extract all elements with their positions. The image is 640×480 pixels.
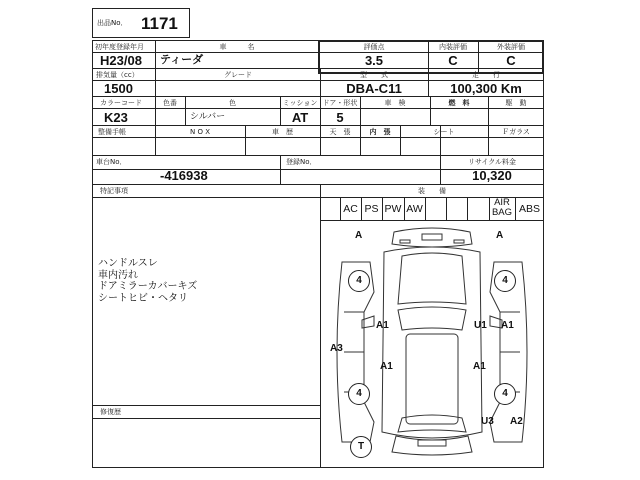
tire-rear-left-grade: 4 <box>348 383 370 405</box>
equip-pw: PW <box>384 203 402 215</box>
value-recycle: 10,320 <box>472 168 512 183</box>
hood-outline <box>398 253 466 304</box>
vline <box>425 197 426 220</box>
remark-line: ハンドルスレ <box>98 258 158 269</box>
hline <box>92 418 320 419</box>
label-fuel: 燃 料 <box>448 99 470 107</box>
value-score: 3.5 <box>364 53 384 68</box>
equip-ps: PS <box>364 203 379 215</box>
mark-door-rear-right: A1 <box>473 361 486 372</box>
label-color: 色 <box>229 99 236 107</box>
label-repair-history: 修復歴 <box>100 408 121 416</box>
body-outline <box>382 247 482 438</box>
label-reg-no: 登録No． <box>286 158 317 166</box>
label-f-glass: Ｆガラス <box>502 128 530 136</box>
mark-front-right: A <box>496 230 504 241</box>
equip-airbag-line2: BAG <box>491 207 513 218</box>
mark-door-rear-left: A1 <box>380 361 393 372</box>
label-mileage: 走 行 <box>472 71 500 79</box>
label-equipment: 装 備 <box>418 187 446 195</box>
label-color-no: 色番 <box>163 99 177 107</box>
label-recycle: リサイクル料金 <box>467 158 517 166</box>
hline <box>92 197 544 198</box>
hline <box>92 96 544 97</box>
listing-number: 1171 <box>141 14 178 33</box>
hline <box>92 108 544 109</box>
label-exterior-grade: 外装評価 <box>497 43 525 51</box>
label-transmission: ミッション <box>282 99 318 107</box>
value-interior-grade: C <box>448 53 458 68</box>
vline <box>446 197 447 220</box>
label-seat: シート <box>433 128 455 136</box>
label-doors: ドア・形状 <box>322 99 358 107</box>
listing-label: 出品No． <box>97 19 128 27</box>
mark-side-left: A3 <box>330 343 343 354</box>
label-grade: グレード <box>224 71 252 79</box>
equip-airbag-line1: AIR <box>494 197 510 208</box>
value-car-name: ティーダ <box>160 54 204 66</box>
tire-front-left-grade: 4 <box>348 270 370 292</box>
label-model: 型 式 <box>360 71 388 79</box>
label-manual: 整備手帳 <box>98 128 126 136</box>
value-exterior-grade: C <box>506 53 516 68</box>
value-model: DBA-C11 <box>346 81 402 96</box>
value-chassis-no: -416938 <box>160 168 208 183</box>
mark-front-left: A <box>355 230 363 241</box>
label-sunroof: 天 張 <box>329 128 351 136</box>
label-history: 車 歴 <box>272 128 293 136</box>
value-displacement: 1500 <box>104 81 133 96</box>
vline <box>467 197 468 220</box>
front-bumper-outline <box>392 228 472 247</box>
value-doors: 5 <box>336 110 344 125</box>
windshield-outline <box>398 307 466 330</box>
remark-line: ドアミラーカバーキズ <box>98 281 198 292</box>
hline <box>92 137 544 138</box>
label-remarks: 特記事項 <box>100 187 128 195</box>
mark-rear-a: A2 <box>510 416 523 427</box>
label-interior-upholstery: 内 張 <box>369 128 391 136</box>
label-color-code: カラーコード <box>100 99 142 107</box>
hline <box>92 405 320 406</box>
equip-abs: ABS <box>518 203 540 215</box>
value-transmission: AT <box>291 110 309 125</box>
remark-line: シートヒビ・ヘタリ <box>98 292 188 304</box>
value-first-reg: H23/08 <box>100 53 142 68</box>
hline <box>320 220 544 221</box>
equip-ac: AC <box>343 203 358 215</box>
mark-door-front-right-u: U1 <box>474 320 487 331</box>
car-damage-diagram <box>322 222 542 466</box>
vline <box>320 184 321 468</box>
value-color-code: K23 <box>104 110 128 125</box>
label-displacement: 排気量（cc） <box>96 71 139 79</box>
trunk-grade: T <box>350 436 372 458</box>
label-score: 評価点 <box>363 43 385 51</box>
mark-rear-u: U3 <box>481 416 494 427</box>
label-car-name: 車 名 <box>219 43 255 51</box>
label-chassis-no: 車台No． <box>96 158 127 166</box>
tire-front-right-grade: 4 <box>494 270 516 292</box>
hline <box>92 125 544 126</box>
hline <box>92 155 544 156</box>
label-interior-grade: 内装評価 <box>439 43 467 51</box>
label-drive: 駆 動 <box>505 99 527 107</box>
equip-aw: AW <box>406 203 423 215</box>
mark-door-front-left: A1 <box>376 320 389 331</box>
hline <box>92 184 544 185</box>
hline <box>92 68 544 69</box>
vline <box>280 155 281 184</box>
remarks-list <box>98 258 197 304</box>
value-mileage: 100,300 Km <box>450 81 522 96</box>
remark-line: 車内汚れ <box>98 269 138 281</box>
label-nox: N O X <box>190 128 210 136</box>
roof-outline <box>406 334 458 424</box>
listing-box <box>92 8 190 38</box>
label-inspection: 車 検 <box>384 99 406 107</box>
label-first-reg: 初年度登録年月 <box>95 43 144 51</box>
mark-door-front-right-a: A1 <box>501 320 514 331</box>
value-color: シルバー <box>190 111 226 121</box>
tire-rear-right-grade: 4 <box>494 383 516 405</box>
